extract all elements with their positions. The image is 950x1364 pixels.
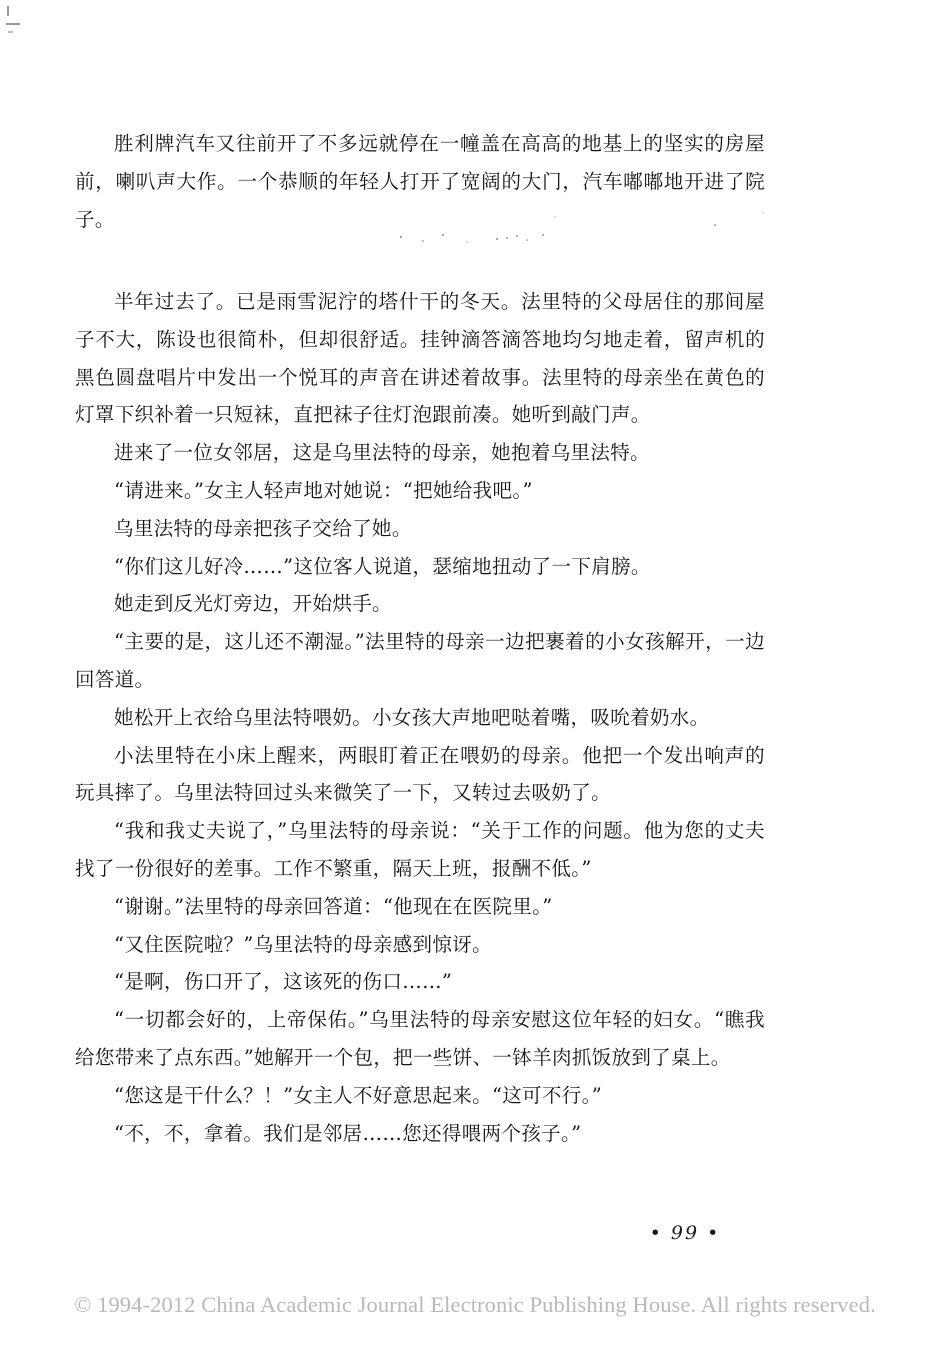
paragraph: “请进来。”女主人轻声地对她说：“把她给我吧。” bbox=[114, 478, 533, 502]
paragraph: 胜利牌汽车又往前开了不多远就停在一幢盖在高高的地基上的坚实的房屋前，喇叭声大作。一个恭顺的年轻人打开了宽阔的大门，汽车嘟嘟地开进了院子。 bbox=[75, 132, 765, 231]
paragraph: 她走到反光灯旁边，开始烘手。 bbox=[114, 592, 392, 616]
paragraph: 小法里特在小床上醒来，两眼盯着正在喂奶的母亲。他把一个发出响声的玩具摔了。乌里法特回过头来微笑了一下，又转过去吸奶了。 bbox=[75, 743, 765, 805]
paragraph: “又住医院啦？”乌里法特的母亲感到惊讶。 bbox=[114, 932, 492, 956]
paragraph: “你们这儿好冷……”这位客人说道，瑟缩地扭动了一下肩膀。 bbox=[114, 554, 651, 578]
paragraph: 半年过去了。已是雨雪泥泞的塔什干的冬天。法里特的父母居住的那间屋子不大，陈设也很简朴，但却很舒适。挂钟滴答滴答地均匀地走着，留声机的黑色圆盘唱片中发出一个悦耳的声音在讲述着故事。法里特的母亲坐在黄色的灯罩下织补着一只短袜，直把袜子往灯泡跟前凑。她听到敲门声。 bbox=[75, 290, 765, 427]
page-number: • 99 • bbox=[649, 1222, 721, 1244]
paragraph: “谢谢。”法里特的母亲回答道：“他现在在医院里。” bbox=[114, 894, 553, 918]
paragraph: 乌里法特的母亲把孩子交给了她。 bbox=[114, 516, 412, 540]
scan-edge-mark bbox=[4, 4, 22, 38]
scan-noise-specks bbox=[395, 205, 775, 250]
paragraph: “不，不，拿着。我们是邻居……您还得喂两个孩子。” bbox=[114, 1121, 582, 1145]
paragraph: “我和我丈夫说了，”乌里法特的母亲说：“关于工作的问题。他为您的丈夫找了一份很好的差事。工作不繁重，隔天上班，报酬不低。” bbox=[75, 819, 765, 880]
paragraph: “主要的是，这儿还不潮湿。”法里特的母亲一边把裹着的小女孩解开，一边回答道。 bbox=[75, 630, 765, 691]
text-section-winter bbox=[75, 283, 765, 1152]
paragraph: “您这是干什么？！”女主人不好意思起来。“这可不行。” bbox=[114, 1083, 603, 1107]
paragraph: “是啊，伤口开了，这该死的伤口……” bbox=[114, 970, 453, 994]
paragraph: “一切都会好的，上帝保佑。”乌里法特的母亲安慰这位年轻的妇女。“瞧我给您带来了点东西。”她解开一个包，把一些饼、一钵羊肉抓饭放到了桌上。 bbox=[75, 1008, 765, 1069]
paragraph: 进来了一位女邻居，这是乌里法特的母亲，她抱着乌里法特。 bbox=[114, 441, 650, 465]
copyright-footer: © 1994-2012 China Academic Journal Electronic Publishing House. All rights reserved. bbox=[74, 1292, 876, 1317]
paragraph: 她松开上衣给乌里法特喂奶。小女孩大声地吧哒着嘴，吸吮着奶水。 bbox=[114, 705, 710, 729]
